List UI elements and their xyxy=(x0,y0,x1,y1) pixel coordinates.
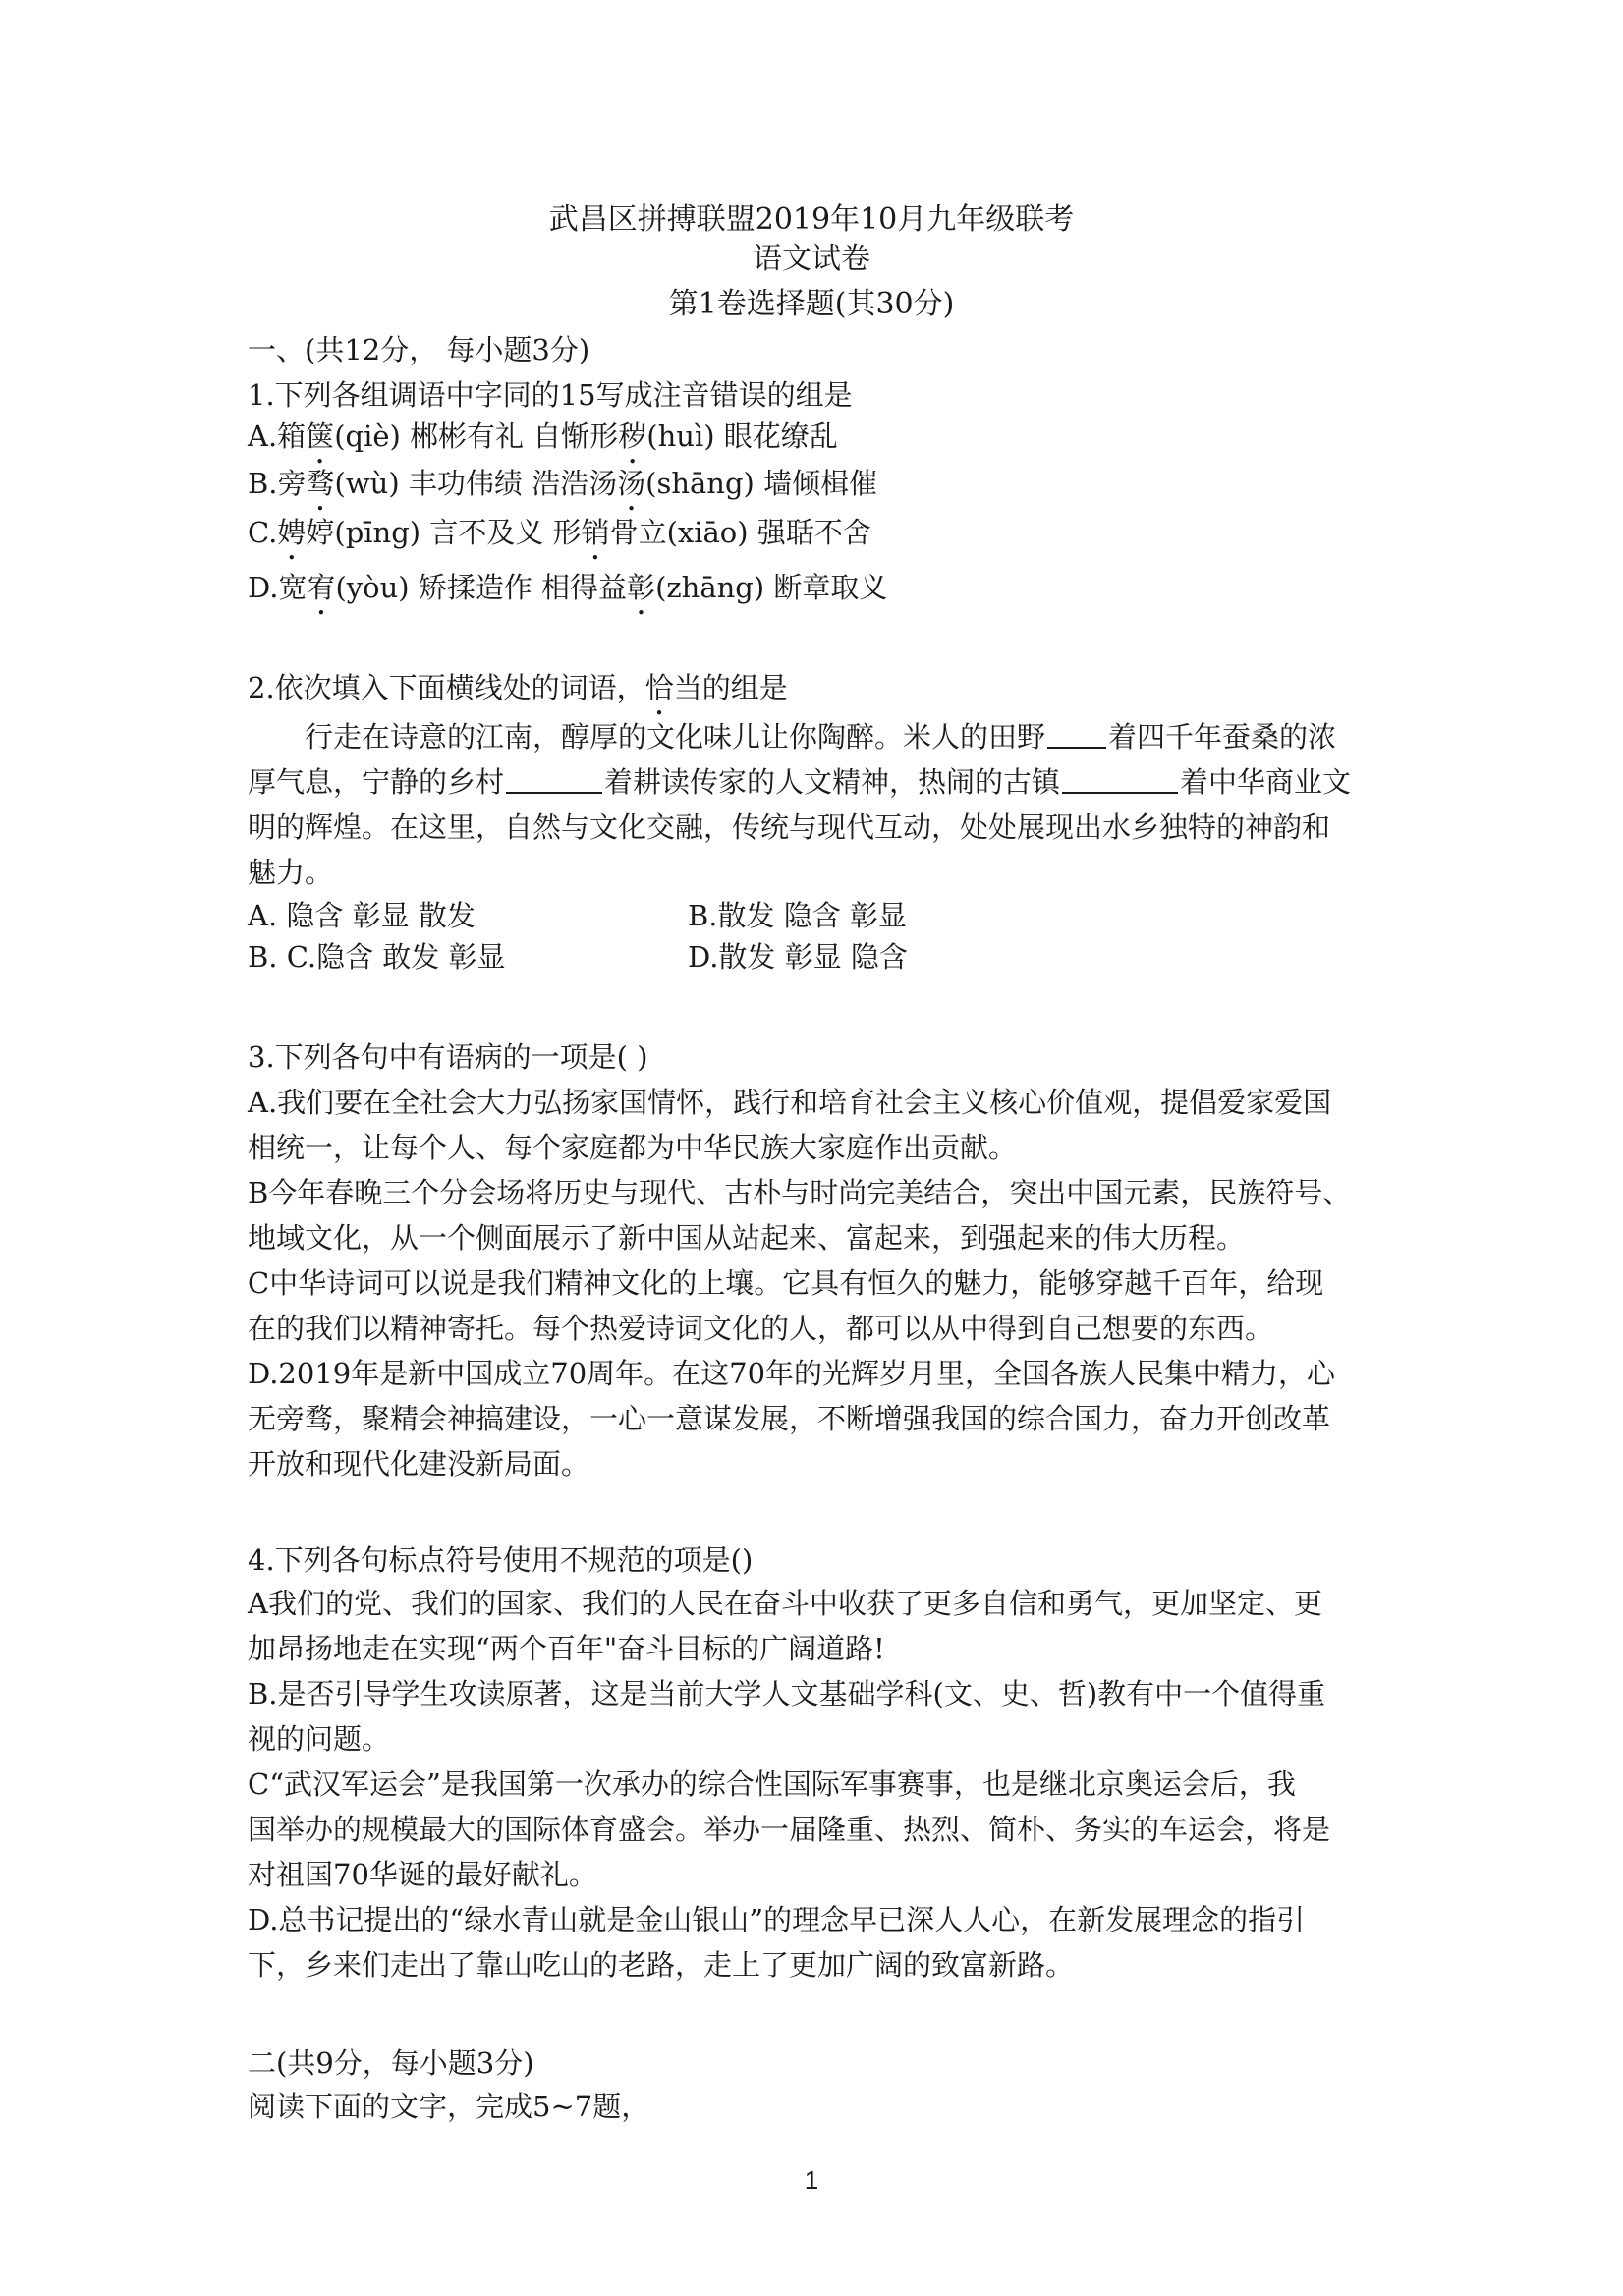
question-3-line: 在的我们以精神寄托。每个热爱诗词文化的人，都可以从中得到自己想要的东西。 xyxy=(248,1312,1274,1345)
emphasized-char: 销 xyxy=(581,516,610,549)
question-2-passage-line: 魅力。 xyxy=(248,856,334,889)
question-4-line: A我们的党、我们的国家、我们的人民在奋斗中收获了更多自信和勇气，更加坚定、更 xyxy=(248,1587,1322,1620)
question-3-line: 开放和现代化建没新局面。 xyxy=(248,1447,590,1481)
question-1-stem: 1.下列各组调语中字同的15写成注音错误的组是 xyxy=(248,378,853,412)
question-3-line: 相统一，让每个人、每个家庭都为中华民族大家庭作出贡献。 xyxy=(248,1131,1018,1164)
option-text: 骨立(xiāo) 强聒不舍 xyxy=(609,516,871,549)
option-text: (qiè) 郴彬有礼 自惭形 xyxy=(334,420,619,453)
question-2-option-b: B.散发 隐含 彰显 xyxy=(688,899,907,932)
question-3-line: 地域文化，从一个侧面展示了新中国从站起来、富起来，到强起来的伟大历程。 xyxy=(248,1221,1246,1255)
question-3-line: D.2019年是新中国成立70周年。在这70年的光辉岁月里，全国各族人民集中精力，心 xyxy=(248,1357,1336,1390)
option-text: (yòu) 矫揉造作 相得益 xyxy=(335,571,628,604)
question-3-line: B今年春晚三个分会场将历史与现代、古朴与时尚完美结合，突出中国元素，民族符号、 xyxy=(248,1176,1352,1209)
option-text: (wù) 丰功伟绩 浩浩汤 xyxy=(334,467,618,500)
passage-text: 行走在诗意的江南，醇厚的文化味儿让你陶醉。米人的田野 xyxy=(305,720,1046,754)
question-1-option-c xyxy=(248,513,871,567)
question-2-stem xyxy=(248,668,788,722)
section-2-heading: 二(共9分，每小题3分) xyxy=(248,2046,534,2080)
passage-text: 着中华商业文 xyxy=(1180,765,1352,799)
question-4-line: B.是否引导学生攻读原著，这是当前大学人文基础学科(文、史、哲)教有中一个值得重 xyxy=(248,1677,1326,1710)
question-1-option-b xyxy=(248,464,877,518)
option-text: (huì) 眼花缭乱 xyxy=(646,420,838,453)
question-4-line: 视的问题。 xyxy=(248,1722,391,1756)
question-2-option-d: D.散发 彰显 隐含 xyxy=(688,940,908,974)
fill-blank-2 xyxy=(506,762,602,794)
question-4-line: C“武汉军运会”是我国第一次承办的综合性国际军事赛事，也是继北京奥运会后，我 xyxy=(248,1767,1296,1801)
option-text: C. xyxy=(248,516,278,549)
question-3-line: A.我们要在全社会大力弘扬家国情怀，践行和培育社会主义核心价值观，提倡爱家爱国 xyxy=(248,1086,1332,1119)
question-3-line: 无旁骛，聚精会神搞建设，一心一意谋发展，不断增强我国的综合国力，奋力开创改革 xyxy=(248,1402,1331,1435)
question-1-option-a xyxy=(248,417,838,471)
question-4-line: D.总书记提出的“绿水青山就是金山银山”的理念早已深人人心，在新发展理念的指引 xyxy=(248,1903,1306,1936)
question-2-option-c: B. C.隐含 敢发 彰显 xyxy=(248,940,506,974)
question-2-option-a: A. 隐含 彰显 散发 xyxy=(248,899,476,932)
volume-heading: 第1卷选择题(其30分) xyxy=(668,287,955,321)
emphasized-char: 箧 xyxy=(306,420,335,453)
fill-blank-1 xyxy=(1047,717,1106,749)
question-2-passage-line: 明的辉煌。在这里，自然与文化交融，传统与现代互动，处处展现出水乡独特的神韵和 xyxy=(248,811,1331,844)
option-text: A.箱 xyxy=(248,420,307,453)
stem-text: 2.依次填入下面横线处的词语， xyxy=(248,671,645,704)
question-4-line: 对祖国70华诞的最好献礼。 xyxy=(248,1858,597,1891)
question-3-stem: 3.下列各句中有语病的一项是( ) xyxy=(248,1040,648,1074)
page-number: 1 xyxy=(804,2165,819,2195)
question-4-line: 国举办的规模最大的国际体育盛会。举办一届隆重、热烈、简朴、务实的车运会，将是 xyxy=(248,1813,1331,1846)
question-3-line: C中华诗词可以说是我们精神文化的上壤。它具有恒久的魅力，能够穿越千百年，给现 xyxy=(248,1266,1324,1300)
passage-text: 着耕读传家的人文精神，热闹的古镇 xyxy=(604,765,1061,799)
exam-title: 武昌区拼搏联盟2019年10月九年级联考 xyxy=(548,202,1075,237)
exam-subject: 语文试卷 xyxy=(753,242,870,276)
emphasized-char: 汤 xyxy=(617,467,646,500)
option-text: D.宽 xyxy=(248,571,308,604)
option-text: B.旁 xyxy=(248,467,307,500)
emphasized-char: 宥 xyxy=(307,571,336,604)
passage-text: 着四千年蚕桑的浓 xyxy=(1108,720,1337,754)
question-4-line: 加昂扬地走在实现“两个百年"奋斗目标的广阔道路! xyxy=(248,1632,885,1665)
question-2-passage-line xyxy=(305,717,1336,756)
question-4-stem: 4.下列各句标点符号使用不规范的项是() xyxy=(248,1543,754,1577)
section-2-instruction: 阅读下面的文字，完成5~7题， xyxy=(248,2090,650,2123)
emphasized-char: 娉 xyxy=(277,516,307,549)
option-text: 婷(pīng) 言不及义 形 xyxy=(306,516,582,549)
emphasized-char: 骛 xyxy=(306,467,335,500)
section-1-heading: 一、(共12分， 每小题3分) xyxy=(248,333,590,366)
option-text: (shāng) 墙倾楫催 xyxy=(645,467,878,500)
emphasized-char: 秽 xyxy=(618,420,647,453)
question-4-line: 下，乡来们走出了靠山吃山的老路，走上了更加广阔的致富新路。 xyxy=(248,1948,1075,1982)
question-2-passage-line xyxy=(248,762,1351,802)
passage-text: 厚气息，宁静的乡村 xyxy=(248,765,505,799)
stem-text: 当的组是 xyxy=(673,671,788,704)
option-text: (zhāng) 断章取义 xyxy=(655,571,888,604)
fill-blank-3 xyxy=(1062,762,1178,794)
emphasized-char: 彰 xyxy=(627,571,656,604)
question-1-option-d xyxy=(248,568,887,622)
emphasized-char: 恰 xyxy=(644,671,674,704)
